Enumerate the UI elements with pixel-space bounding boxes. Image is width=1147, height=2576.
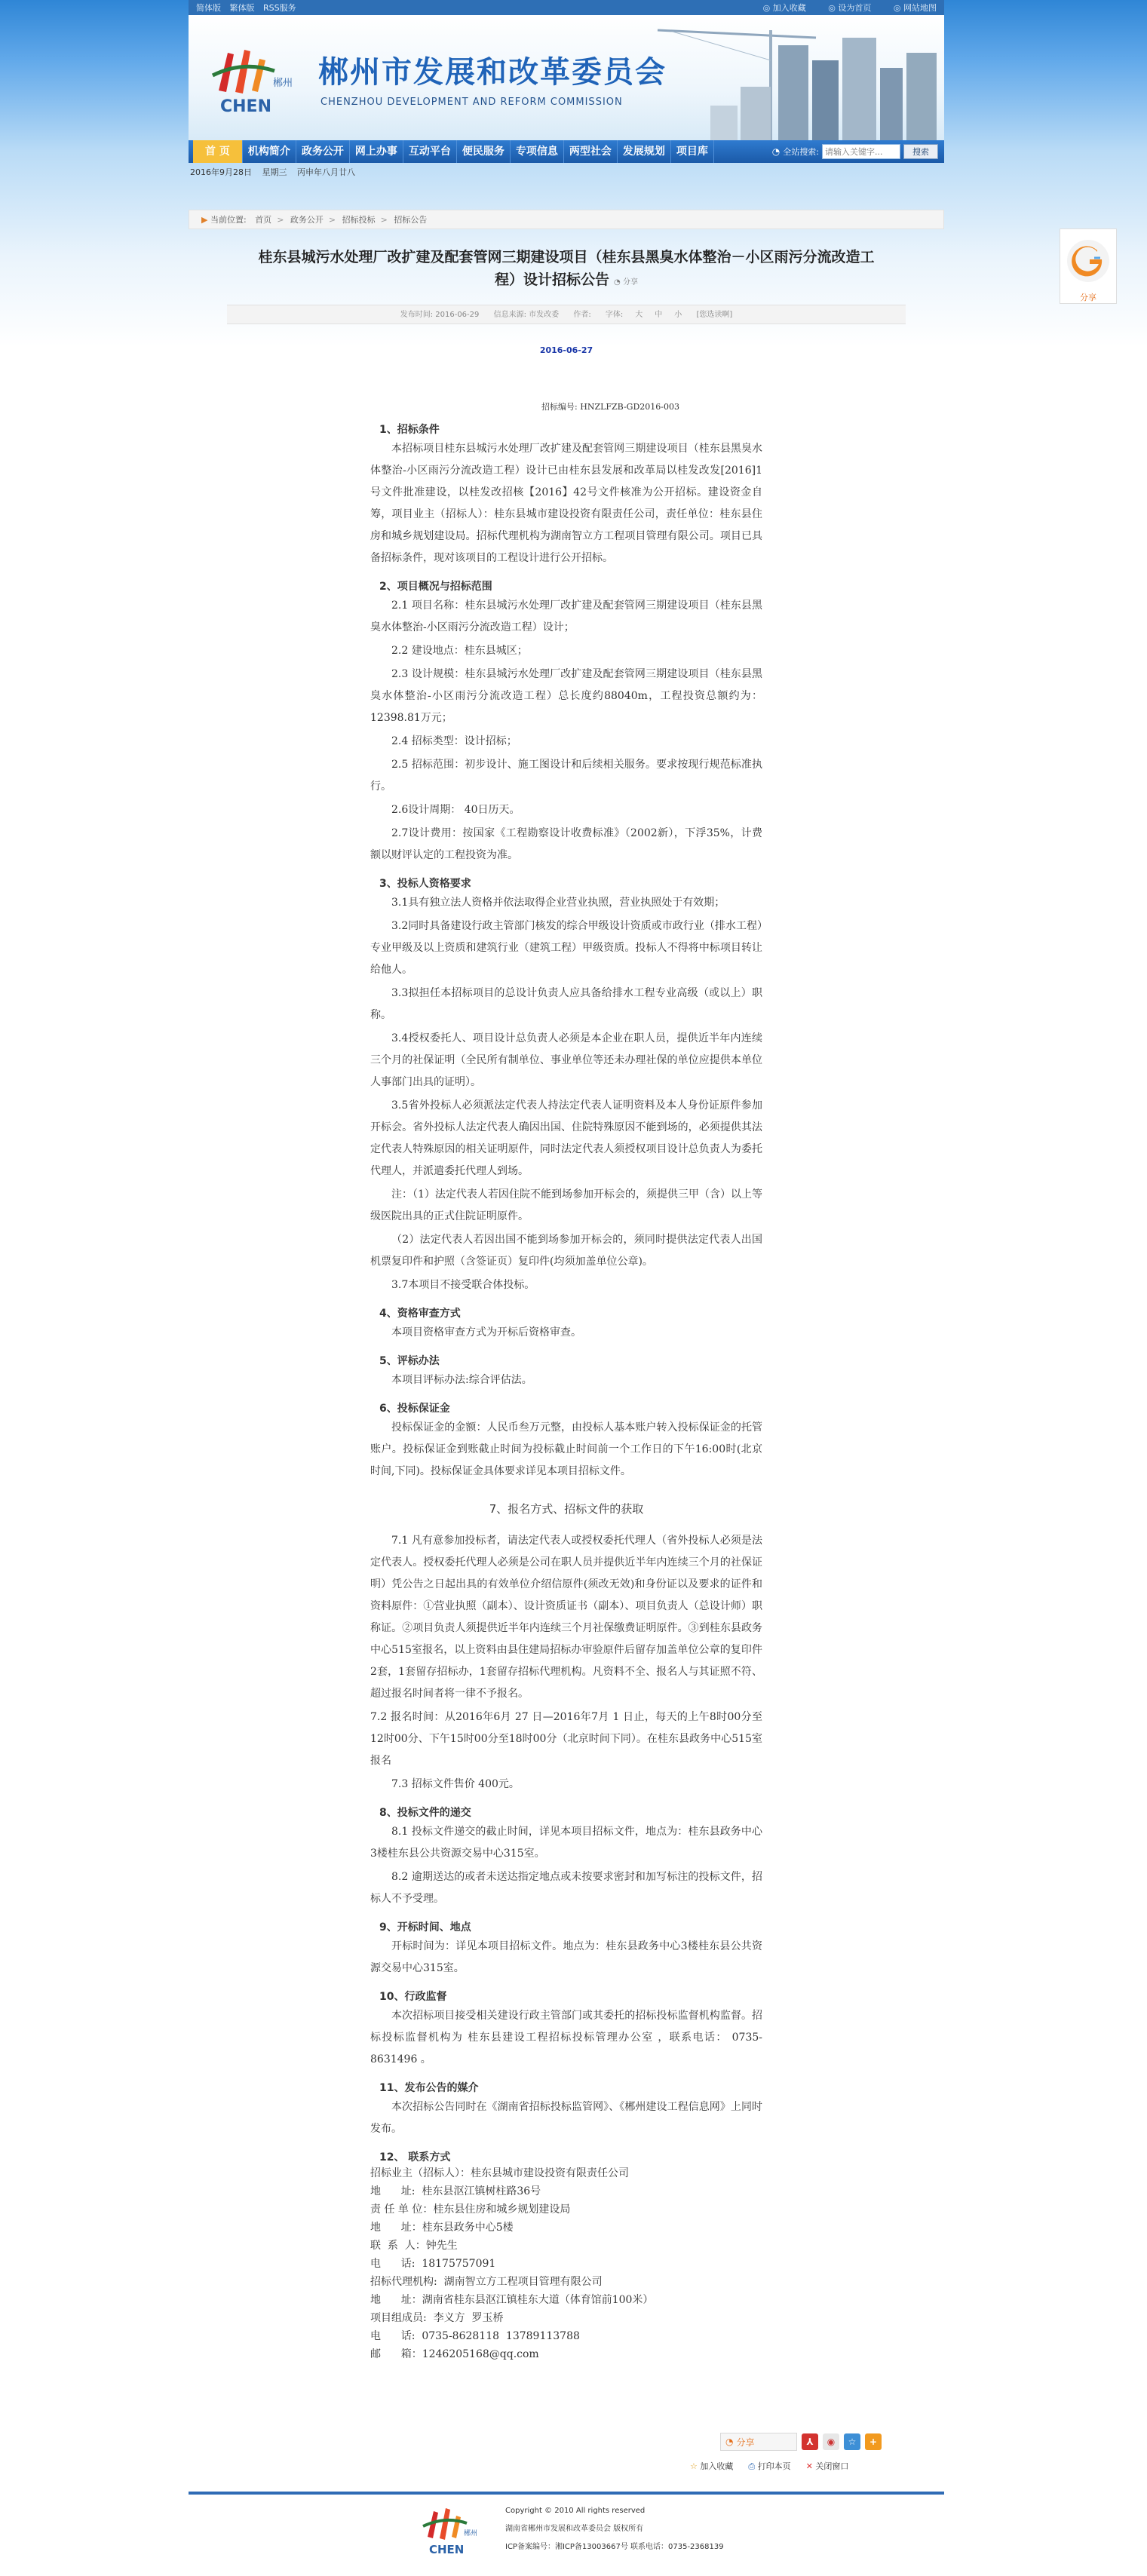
floating-share-widget[interactable] (1060, 228, 1117, 304)
link-rss[interactable]: RSS服务 (263, 3, 296, 13)
search-icon: ◔ (771, 146, 781, 157)
link-add-favorite[interactable]: ◎ 加入收藏 (763, 3, 806, 13)
print-icon: ⎙ (748, 2461, 756, 2471)
link-sitemap[interactable]: ◎ 网站地图 (894, 3, 937, 13)
article (227, 246, 906, 2363)
section-paragraph: 本次招标公告同时在《湖南省招标投标监管网》、《郴州建设工程信息网》上同时发布。 (370, 2101, 762, 2135)
section-paragraph: 3.7本项目不接受联合体投标。 (391, 1279, 535, 1291)
section-paragraph: 3.3拟担任本招标项目的总设计负责人应具备给排水工程专业高级（或以上）职称。 (370, 987, 762, 1021)
contact-line: 邮 箱：1246205168@qq.com (370, 2348, 539, 2360)
share-button[interactable] (720, 2433, 797, 2451)
share-qzone-icon[interactable]: ☆ (844, 2433, 860, 2450)
section-paragraph: 8.2 逾期送达的或者未送达指定地点或未按要求密封和加写标注的投标文件，招标人不予受理。 (370, 1871, 762, 1905)
close-reader-link[interactable]: [您选读啊] (696, 311, 733, 319)
main-nav (189, 140, 944, 163)
link-simplified[interactable]: 简体版 (196, 3, 221, 13)
section-paragraph: 7.1 凡有意参加投标者，请法定代表人或授权委托代理人（省外投标人必须是法定代表人。授权委托代理人必须是公司在职人员并提供近半年内连续三个月的社保证明）凭公告之日起出具的有效单位介绍信原件(须改无效)和身份证以及要求的证件和资料原件：①营业执照（副本）、设计资质证书（副本）、项目负责人（总设计师）职称证。②项目负责人须提供近半年内连续三个月社保缴费证明原件。③到桂东县政务中心515室报名，以上资料由县住建局招标办审验原件后留存加盖单位公章的复印件2套，1套留存招标办，1套留存招标代理机构。凡资料不全、报名人与其证照不符、超过报名时间者将一律不予报名。 (370, 1535, 762, 1700)
section-heading: 11、发布公告的媒介 (379, 2082, 479, 2094)
contact-line: 项目组成员: 李义方 罗玉桥 (370, 2312, 504, 2324)
section-paragraph: 投标保证金的金额：人民币叁万元整，由投标人基本账户转入投标保证金的托管账户。投标保证金到账截止时间为投标截止时间前一个工作日的下午16:00时(北京时间,下同)。投标保证金具体要求详见本项目招标文件。 (370, 1421, 762, 1477)
article-meta (227, 305, 906, 324)
contact-line: 地 址: 桂东县沤江镇树柱路36号 (370, 2185, 541, 2197)
section-paragraph: （2）法定代表人若因出国不能到场参加开标会的，须同时提供法定代表人出国机票复印件和护照（含签证页）复印件(均须加盖单位公章)。 (370, 1234, 762, 1268)
chenzhou-logo-icon (205, 38, 303, 128)
section-paragraph: 2.1 项目名称：桂东县城污水处理厂改扩建及配套管网三期建设项目（桂东县黑臭水体整治-小区雨污分流改造工程）设计； (370, 600, 762, 633)
section-paragraph: 7.3 招标文件售价 400元。 (391, 1778, 520, 1790)
footer-logo-icon (419, 2501, 486, 2561)
section-paragraph: 3.5省外投标人必须派法定代表人持法定代表人证明资料及本人身份证原件参加开标会。省外投标人法定代表人确因出国、住院特殊原因不能到场的，必须提供其法定代表人特殊原因的相关证明原件，同时法定代表人须授权项目设计总负责人为委托代理人，并派遣委托代理人到场。 (370, 1099, 762, 1177)
share-pdf-icon[interactable]: ⅄ (802, 2433, 818, 2450)
section-heading: 7、报名方式、招标文件的获取 (489, 1502, 644, 1516)
section-heading: 4、资格审查方式 (379, 1308, 461, 1320)
section-paragraph: 2.2 建设地点：桂东县城区； (391, 645, 528, 657)
font-medium-button[interactable]: 中 (655, 311, 663, 319)
breadcrumb-separator: > (328, 215, 336, 225)
logo-cn-text: 郴州 (273, 78, 293, 89)
section-paragraph: 7.2 报名时间：从2016年6月 27 日—2016年7月 1 日止，每天的上午8时00分至12时00分、下午15时00分至18时00分（北京时间下同）。在桂东县政务中心515室报名 (370, 1711, 762, 1767)
section-paragraph: 2.7设计费用：按国家《工程勘察设计收费标准》（2002新），下浮35%，计费额以财评认定的工程投资为准。 (370, 827, 762, 861)
contact-line: 责 任 单 位：桂东县住房和城乡规划建设局 (370, 2203, 571, 2216)
current-weekday: 星期三 (262, 167, 287, 177)
share-weibo-icon[interactable]: ◉ (823, 2433, 839, 2450)
footer-logo-cn: 郴州 (464, 2530, 478, 2538)
section-paragraph: 2.4 招标类型：设计招标； (391, 735, 517, 747)
topbar-left-links (196, 2, 302, 14)
nav-interaction[interactable]: 互动平台 (403, 140, 457, 163)
section-paragraph: 本项目资格审查方式为开标后资格审查。 (391, 1326, 581, 1339)
section-heading: 10、行政监督 (379, 1991, 447, 2003)
nav-about[interactable]: 机构简介 (243, 140, 296, 163)
nav-online-services[interactable]: 网上办事 (350, 140, 403, 163)
add-favorite-label: 加入收藏 (700, 2461, 734, 2471)
print-label: 打印本页 (757, 2461, 791, 2471)
search-button[interactable]: 搜索 (903, 144, 938, 159)
section-paragraph: 2.6设计周期： 40日历天。 (391, 804, 520, 816)
breadcrumb-bid-notice[interactable]: 招标公告 (394, 215, 428, 225)
inline-share-button[interactable]: ◔ 分享 (614, 278, 638, 287)
section-paragraph: 8.1 投标文件递交的截止时间，详见本项目招标文件，地点为：桂东县政务中心3楼桂东县公共资源交易中心315室。 (370, 1826, 762, 1860)
search-label: 全站搜索: (783, 147, 819, 157)
nav-gov-affairs[interactable]: 政务公开 (296, 140, 350, 163)
contact-line: 电 话: 0735-8628118 13789113788 (370, 2330, 580, 2342)
nav-home[interactable]: 首 页 (193, 140, 243, 163)
contact-line: 地 址：湖南省桂东县沤江镇桂东大道（体育馆前100米） (370, 2294, 654, 2306)
top-bar (189, 0, 944, 15)
font-size-label: 字体: (605, 311, 624, 319)
share-button-label: 分享 (736, 2436, 755, 2448)
print-link[interactable] (748, 2460, 790, 2472)
nav-public-services[interactable]: 便民服务 (457, 140, 511, 163)
section-paragraph: 本项目评标办法:综合评估法。 (391, 1374, 532, 1386)
footer-text (505, 2502, 724, 2556)
breadcrumb-label: 当前位置: (210, 215, 247, 225)
contact-line: 电 话: 18175757091 (370, 2258, 496, 2270)
nav-project-library[interactable]: 项目库 (671, 140, 714, 163)
font-large-button[interactable]: 大 (635, 311, 643, 319)
site-subtitle: CHENZHOU DEVELOPMENT AND REFORM COMMISSION (320, 97, 623, 108)
contact-line: 招标代理机构: 湖南智立方工程项目管理有限公司 (370, 2276, 603, 2288)
share-toolbar (720, 2433, 944, 2451)
section-heading: 9、开标时间、地点 (379, 1921, 471, 1934)
section-heading: 2、项目概况与招标范围 (379, 581, 492, 593)
section-paragraph: 3.2同时具备建设行政主管部门核发的综合甲级设计资质或市政行业（排水工程）专业甲级及以上资质和建筑行业（建筑工程）甲级资质。投标人不得将中标项目转让给他人。 (370, 920, 762, 976)
publish-time: 发布时间: 2016-06-29 (400, 311, 480, 319)
nav-special-info[interactable]: 专项信息 (511, 140, 564, 163)
section-paragraph: 2.3 设计规模：桂东县城污水处理厂改扩建及配套管网三期建设项目（桂东县黑臭水体整治-小区雨污分流改造工程）总长度约88040m，工程投资总额约为：12398.81万元； (370, 668, 762, 724)
search-area (772, 144, 944, 159)
current-date: 2016年9月28日 (190, 167, 252, 177)
link-traditional[interactable]: 繁体版 (229, 3, 255, 13)
breadcrumb (189, 210, 944, 229)
search-input[interactable] (822, 144, 900, 159)
section-paragraph: 本招标项目桂东县城污水处理厂改扩建及配套管网三期建设项目（桂东县黑臭水体整治-小区雨污分流改造工程）设计已由桂东县发展和改革局以桂发改发[2016]1号文件批准建设，以桂发改招核【2016】42号文件核准为公开招标。建设资金自筹，项目业主（招标人）：桂东县城市建设投资有限责任公司，责任单位：桂东县住房和城乡规划建设局。招标代理机构为湖南智立方工程项目管理有限公司。项目已具备招标条件，现对该项目的工程设计进行公开招标。 (370, 443, 762, 564)
section-paragraph: 开标时间为：详见本项目招标文件。地点为：桂东县政务中心3楼桂东县公共资源交易中心315室。 (370, 1940, 762, 1974)
footer-copyright: Copyright © 2010 All rights reserved (505, 2507, 646, 2515)
breadcrumb-arrow-icon: ▶ (201, 215, 208, 225)
close-icon: ✕ (805, 2461, 813, 2471)
section-paragraph: 2.5 招标范围：初步设计、施工图设计和后续相关服务。要求按现行规范标准执行。 (370, 759, 762, 793)
logo-text: CHEN (220, 97, 271, 116)
font-small-button[interactable]: 小 (674, 311, 682, 319)
section-paragraph: 本次招标项目接受相关建设行政主管部门或其委托的招标投标监督机构监督。招标投标监督机构为 桂东县建设工程招标投标管理办公室 ，联系电话： 0735-8631496 。 (370, 2010, 762, 2065)
section-heading: 12、 联系方式 (379, 2151, 451, 2164)
footer (189, 2495, 944, 2562)
footer-icp: ICP备案编号：湘ICP备13003667号 联系电话：0735-2368139 (505, 2543, 724, 2551)
city-skyline-image (627, 15, 944, 140)
footer-logo-text: CHEN (429, 2543, 465, 2556)
section-paragraph: 3.1具有独立法人资格并依法取得企业营业执照，营业执照处于有效期； (391, 897, 725, 909)
contact-line: 联 系 人：钟先生 (370, 2240, 458, 2252)
floating-share-label: 分享 (1080, 293, 1096, 302)
section-paragraph: 注：（1）法定代表人若因住院不能到场参加开标会的，须提供三甲（含）以上等级医院出具的正式住院证明原件。 (370, 1188, 762, 1222)
share-more-icon[interactable]: + (865, 2433, 882, 2450)
footer-owner: 湖南省郴州市发展和改革委员会 版权所有 (505, 2525, 644, 2533)
section-heading: 3、投标人资格要求 (379, 878, 471, 890)
nav-two-type-society[interactable]: 两型社会 (564, 140, 618, 163)
nav-development-planning[interactable]: 发展规划 (618, 140, 671, 163)
breadcrumb-separator: > (277, 215, 284, 225)
article-body (370, 400, 762, 2363)
header-banner (189, 15, 944, 140)
bid-number: 招标编号: HNZLFZB-GD2016-003 (541, 402, 679, 412)
site-title: 郴州市发展和改革委员会 (318, 54, 667, 90)
author: 作者: (573, 311, 591, 319)
breadcrumb-bidding[interactable]: 招标投标 (342, 215, 376, 225)
section-paragraph: 3.4授权委托人、项目设计总负责人必须是本企业在职人员，提供近半年内连续三个月的社保证明（全民所有制单位、事业单位等还未办理社保的单位应提供本单位人事部门出具的证明）。 (370, 1032, 762, 1088)
section-heading: 8、投标文件的递交 (379, 1807, 471, 1819)
lunar-date: 丙申年八月廿八 (297, 167, 355, 177)
breadcrumb-home[interactable]: 首页 (255, 215, 272, 225)
inline-share-label: 分享 (622, 278, 638, 287)
article-title (227, 246, 906, 294)
share-icon: ◔ (725, 2436, 734, 2447)
breadcrumb-separator: > (380, 215, 388, 225)
close-window-label: 关闭窗口 (815, 2461, 849, 2471)
article-actions (690, 2460, 944, 2472)
topbar-right-links (744, 2, 937, 14)
section-heading: 6、投标保证金 (379, 1403, 450, 1415)
link-set-homepage[interactable]: ◎ 设为首页 (828, 3, 871, 13)
share-logo-icon (1064, 237, 1112, 285)
document-date: 2016-06-27 (539, 345, 593, 355)
page-wrapper (189, 0, 944, 2562)
contact-line: 地 址：桂东县政务中心5楼 (370, 2222, 514, 2234)
contact-line: 招标业主（招标人）：桂东县城市建设投资有限责任公司 (370, 2167, 629, 2179)
section-heading: 5、评标办法 (379, 1355, 440, 1367)
section-heading: 1、招标条件 (379, 424, 440, 436)
info-source: 信息来源: 市发改委 (493, 311, 560, 319)
date-bar (189, 163, 944, 182)
favorite-icon: ☆ (690, 2461, 698, 2471)
add-favorite-link[interactable] (690, 2460, 733, 2472)
breadcrumb-gov-affairs[interactable]: 政务公开 (290, 215, 324, 225)
article-title-text: 桂东县城污水处理厂改扩建及配套管网三期建设项目（桂东县黑臭水体整治－小区雨污分流改造工程）设计招标公告 (258, 249, 875, 288)
close-window-link[interactable] (806, 2460, 849, 2472)
